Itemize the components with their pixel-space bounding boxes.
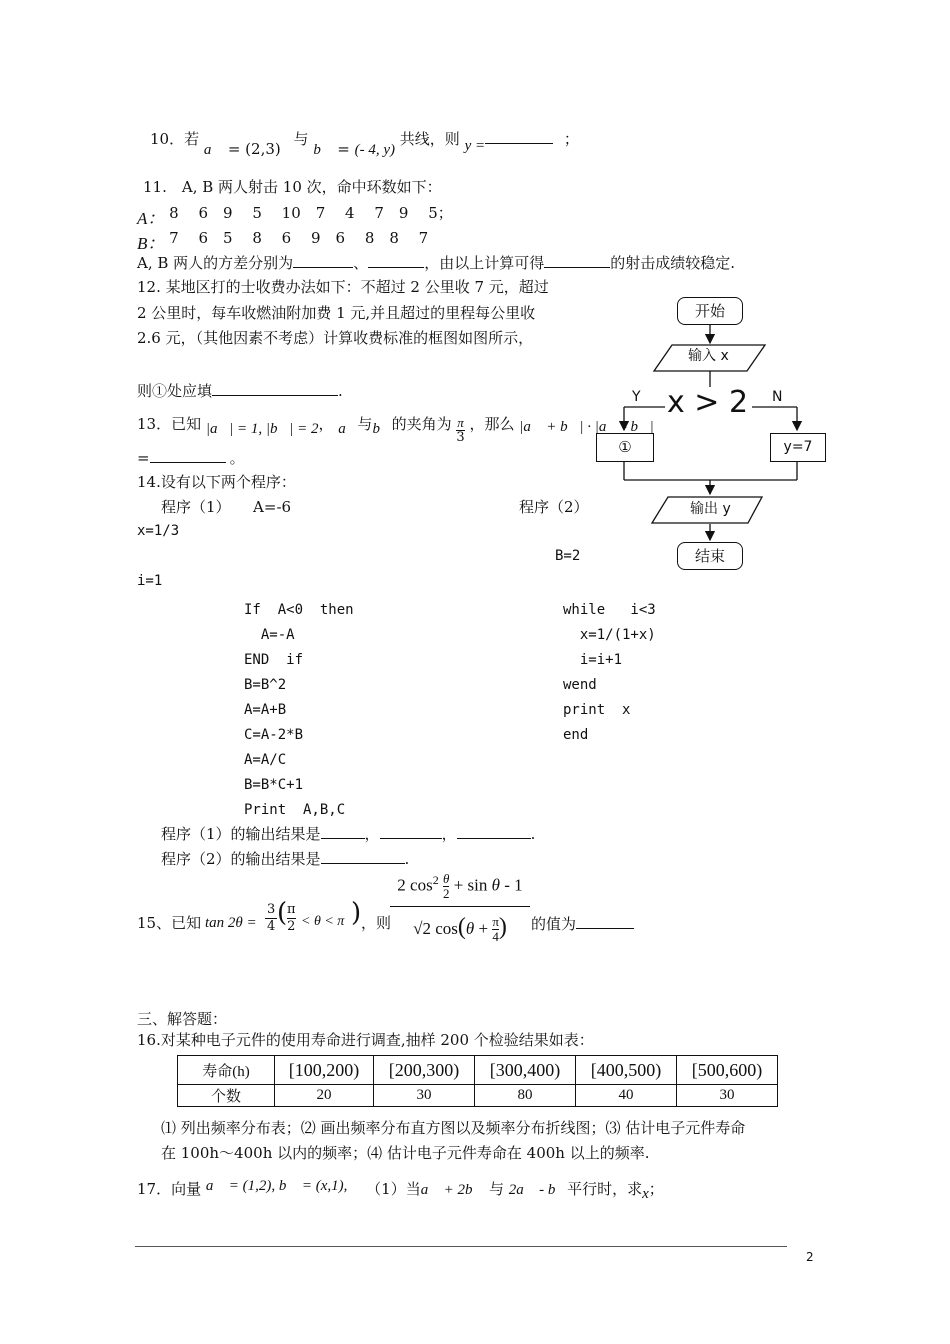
table-cell: 20 bbox=[275, 1085, 374, 1107]
q12-line4: 则①处应填 . bbox=[137, 382, 343, 400]
q15-range-close: ) bbox=[351, 898, 362, 928]
table-cell: 个数 bbox=[178, 1085, 275, 1107]
q16-questions-2: 在 100h～400h 以内的频率；⑷ 估计电子元件寿命在 400h 以上的频率. bbox=[161, 1144, 650, 1162]
table-cell: [300,400) bbox=[475, 1056, 576, 1085]
code-line: Print A,B,C bbox=[244, 802, 346, 818]
q10-y: y = bbox=[464, 138, 486, 154]
code-line: A=A+B bbox=[244, 702, 287, 718]
q15-prefix: 15、已知 bbox=[137, 914, 202, 932]
q16-table bbox=[177, 1055, 778, 1107]
code-line: A=-A bbox=[244, 627, 295, 643]
q13-answer-line: = 。 bbox=[137, 449, 245, 467]
code-line: END if bbox=[244, 652, 304, 668]
q14-output1: 程序（1）的输出结果是 ， ， . bbox=[161, 825, 536, 843]
code-line: A=A/C bbox=[244, 752, 287, 768]
q10-collinear: 共线，则 bbox=[399, 130, 460, 148]
table-cell: [500,600) bbox=[677, 1056, 778, 1085]
q14-blank-2[interactable] bbox=[380, 824, 442, 839]
flowchart-box-y7: y=7 bbox=[770, 433, 826, 462]
q14-p2-x: x=1/3 bbox=[137, 523, 180, 539]
q11-label-b: B： bbox=[137, 234, 165, 253]
table-cell: 寿命(h) bbox=[178, 1056, 275, 1085]
table-cell: [100,200) bbox=[275, 1056, 374, 1085]
table-row bbox=[178, 1085, 778, 1107]
table-cell: 40 bbox=[576, 1085, 677, 1107]
q11-label-a: A： bbox=[137, 209, 165, 228]
q14-program2-label: 程序（2） bbox=[519, 498, 589, 516]
q10-end: ； bbox=[563, 130, 579, 148]
q13-expression: |a⃗ + b⃗| · |a⃗ - b⃗| bbox=[519, 418, 654, 435]
q14-p2-b: B=2 bbox=[555, 548, 581, 564]
code-line: B=B^2 bbox=[244, 677, 287, 693]
table-cell: 80 bbox=[475, 1085, 576, 1107]
q17-vectors: a⃗ = (1,2), b⃗ = (x,1), bbox=[205, 1178, 348, 1194]
q15-numerator: 2 $\cos^2$ $\frac{\theta}{2}$ + sin θ - 1 bbox=[390, 872, 530, 907]
q12-line1: 12. 某地区打的士收费办法如下：不超过 2 公里收 7 元，超过 bbox=[137, 278, 549, 296]
code-line: while i<3 bbox=[563, 602, 656, 618]
q14-blank-4[interactable] bbox=[321, 849, 405, 864]
q15-denominator: √2 cos(θ + $\frac{\pi}{4}$ ) bbox=[413, 913, 507, 945]
q15-range-frac: π 2 bbox=[287, 902, 296, 934]
code-line: B=B*C+1 bbox=[244, 777, 304, 793]
vector-b: b⃗ bbox=[313, 142, 333, 158]
q17-expr2: 2a⃗ - b⃗ bbox=[508, 1182, 568, 1198]
q16-title: 16.对某种电子元件的使用寿命进行调查,抽样 200 个检验结果如表： bbox=[137, 1031, 594, 1049]
q14-program1-label: 程序（1） A=-6 bbox=[161, 498, 292, 516]
code-line: wend bbox=[563, 677, 597, 693]
q14-blank-3[interactable] bbox=[457, 824, 531, 839]
q15-range: ( bbox=[277, 898, 288, 928]
q11-variance-line: A, B 两人的方差分别为 、 ，由以上计算可得 的射击成绩较稳定. bbox=[137, 254, 735, 272]
q15-blank[interactable] bbox=[576, 914, 634, 929]
flowchart-start: 开始 bbox=[677, 297, 743, 325]
flowchart-no-label: N bbox=[772, 389, 783, 405]
q10-with: 与 bbox=[293, 130, 309, 148]
table-cell: 30 bbox=[677, 1085, 778, 1107]
q14-output2: 程序（2）的输出结果是 . bbox=[161, 850, 410, 868]
q13-fraction: $\frac{\pi}{3}$ bbox=[456, 415, 465, 446]
vec-a: a⃗ bbox=[338, 420, 358, 437]
section-3-heading: 三、解答题： bbox=[137, 1010, 228, 1028]
code-line: C=A-2*B bbox=[244, 727, 304, 743]
page-number: 2 bbox=[806, 1250, 814, 1264]
q14-p2-i: i=1 bbox=[137, 573, 163, 589]
q17-expr1: a⃗ + 2b⃗ bbox=[420, 1182, 485, 1198]
footer-rule bbox=[135, 1246, 787, 1247]
q14-p2-code bbox=[563, 598, 656, 748]
q12-line2: 2 公里时，每车收燃油附加费 1 元,并且超过的里程每公里收 bbox=[137, 304, 536, 322]
abs-a: |a⃗| = 1, |b⃗| = 2 bbox=[205, 420, 319, 437]
q11-values-b: 7 6 5 8 6 9 6 8 8 7 bbox=[169, 229, 429, 247]
table-cell: [400,500) bbox=[576, 1056, 677, 1085]
q11-values-a: 8 6 9 5 10 7 4 7 9 5； bbox=[169, 204, 453, 222]
flowchart-end: 结束 bbox=[677, 542, 743, 570]
q14-blank-1[interactable] bbox=[321, 824, 365, 839]
flowchart-connectors bbox=[0, 0, 950, 600]
table-cell: [200,300) bbox=[374, 1056, 475, 1085]
q15-then: ，则 bbox=[361, 914, 392, 932]
vec-b: b⃗ bbox=[372, 420, 392, 437]
q17-line: 17．向量 a⃗ = (1,2), b⃗ = (x,1), （1）当a⃗ + 2b⃗ 与 2a⃗ - b⃗平行时，求x； bbox=[137, 1178, 664, 1202]
q10-prefix: 10．若 bbox=[150, 130, 200, 148]
table-cell: 30 bbox=[374, 1085, 475, 1107]
flowchart-box-1: ① bbox=[596, 433, 654, 462]
q15-suffix: 的值为 bbox=[531, 914, 634, 933]
code-line: If A<0 then bbox=[244, 602, 354, 618]
flowchart-output: 输出 y bbox=[690, 501, 731, 517]
flowchart-yes-label: Y bbox=[632, 389, 641, 405]
q15-big-fraction bbox=[390, 872, 530, 944]
vec-a-value: = (2,3) bbox=[227, 140, 281, 158]
flowchart-condition: x > 2 bbox=[667, 385, 749, 420]
table-row bbox=[178, 1056, 778, 1085]
vector-a: a⃗ bbox=[203, 142, 224, 158]
code-line: i=i+1 bbox=[563, 652, 623, 668]
code-line: print x bbox=[563, 702, 631, 718]
vec-b-value: = (- 4, y) bbox=[337, 140, 396, 158]
q14-title: 14.设有以下两个程序： bbox=[137, 473, 296, 491]
q12-line3: 2.6 元，（其他因素不考虑）计算收费标准的框图如图所示， bbox=[137, 329, 534, 347]
q13-blank[interactable] bbox=[150, 448, 226, 463]
q13-line: 13．已知 |a⃗| = 1, |b⃗| = 2， a⃗与b⃗的夹角为 $\frac{\pi}{3}$ ，那么 |a⃗ + b⃗| · |a⃗ - b⃗| bbox=[137, 414, 654, 446]
q16-questions-1: ⑴ 列出频率分布表；⑵ 画出频率分布直方图以及频率分布折线图；⑶ 估计电子元件寿命 bbox=[161, 1119, 746, 1137]
q15-tan: tan 2θ = bbox=[205, 915, 257, 931]
code-line: x=1/(1+x) bbox=[563, 627, 656, 643]
flowchart-input: 输入 x bbox=[688, 348, 729, 364]
q11-title: 11. A, B 两人射击 10 次，命中环数如下： bbox=[143, 178, 442, 196]
code-line: end bbox=[563, 727, 589, 743]
q14-p1-code bbox=[244, 598, 354, 823]
q15-range-ineq: < θ < π bbox=[301, 914, 345, 929]
q15-frac: 3 4 bbox=[267, 902, 276, 934]
